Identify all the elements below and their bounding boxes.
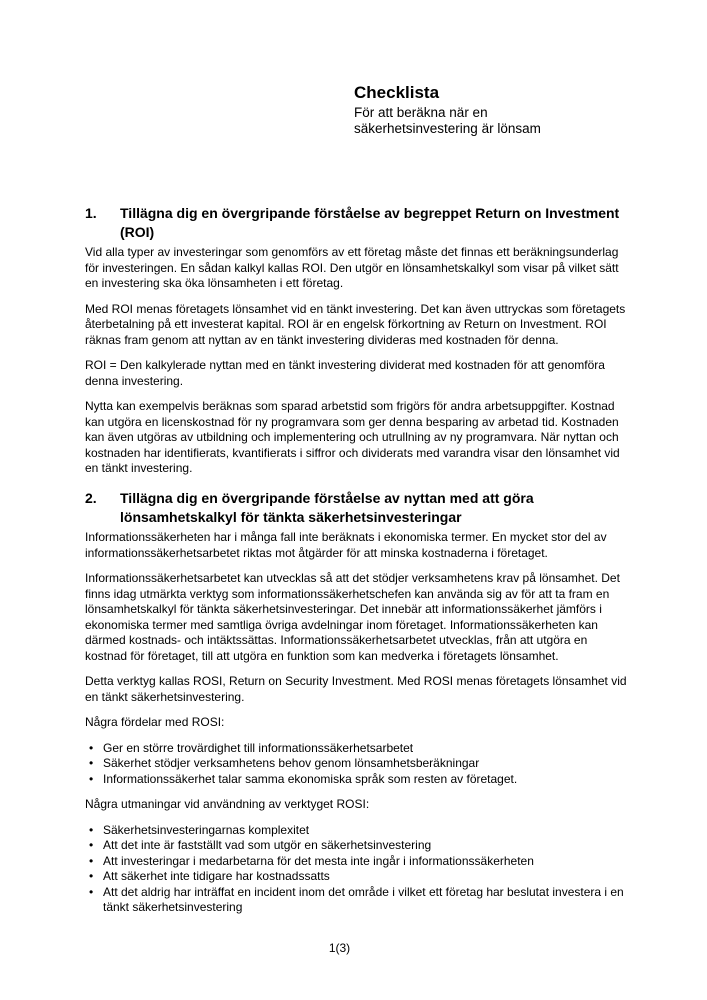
- document-header: [354, 83, 614, 136]
- document-subtitle-line-2: säkerhetsinvestering är lönsam: [354, 120, 541, 136]
- section-1-paragraph-2: Med ROI menas företagets lönsamhet vid en tänkt investering. Det kan även uttryckas som företagets återbetalning på ett investerat kapital. ROI är en engelsk förkortning av Return on Investment. ROI räknas fram genom att nyttan av en tänkt investering divideras med kostnaden för denna.: [85, 301, 626, 347]
- list-item: • Att det aldrig har inträffat en incident inom det område i vilket ett företag har beslutat investera i en tänkt säkerhetsinvestering: [85, 885, 628, 916]
- page-number: 1(3): [328, 941, 351, 955]
- section-1-heading: [85, 204, 628, 242]
- list-item: • Säkerhet stödjer verksamhetens behov genom lönsamhetsberäkningar: [85, 756, 628, 772]
- section-roi: [85, 204, 628, 487]
- list-item: • Informationssäkerhet talar samma ekonomiska språk som resten av företaget.: [85, 772, 628, 788]
- section-2-paragraph-3: Detta verktyg kallas ROSI, Return on Security Investment. Med ROSI menas företagets lönsamhet vid en tänkt säkerhetsinvestering.: [85, 674, 627, 704]
- section-2-heading-text: Tillägna dig en övergripande förståelse av nyttan med att göra lönsamhetskalkyl för tänkta säkerhetsinvesteringar: [120, 490, 534, 525]
- section-1-paragraph-3: ROI = Den kalkylerade nyttan med en tänkt investering dividerat med kostnaden för att genomföra denna investering.: [85, 358, 605, 388]
- challenges-list: [85, 823, 628, 916]
- section-rosi: [85, 489, 628, 926]
- document-title: Checklista: [354, 83, 440, 102]
- benefits-list: [85, 741, 628, 788]
- section-1-heading-text: Tillägna dig en övergripande förståelse av begreppet Return on Investment (ROI): [120, 205, 620, 240]
- section-1-paragraph-4: Nytta kan exempelvis beräknas som sparad arbetstid som frigörs för andra arbetsuppgifter. Kostnad kan utgöra en licenskostnad för ny programvara som ger denna besparing av arbetad tid. Kostnaden kan även utgöras av utbildning och implementering och utrullning av ny programvara. När nyttan och kostnaden har identifierats, kvantifierats i siffror och dividerats med varandra visar den lönsamhet vid en tänkt investering.: [85, 399, 620, 475]
- section-2-number: 2.: [85, 490, 97, 506]
- section-1-number: 1.: [85, 205, 97, 221]
- section-2-heading: [85, 489, 628, 527]
- document-subtitle-line-1: För att beräkna när en: [354, 105, 488, 120]
- section-2-paragraph-2: Informationssäkerhetsarbetet kan utvecklas så att det stödjer verksamhetens krav på lönsamhet. Det finns idag utmärkta verktyg som informationssäkerhetschefen kan använda sig av för att ta fram en lönsamhetskalkyl för tänkta säkerhetsinvesteringar. Det innebär att informationssäkerhet jämförs i ekonomiska termer med samtliga övriga avdelningar inom företaget. Informationssäkerheten kan därmed kostnads- och intäktssättas. Informationssäkerhetsarbetet utvecklas, från att utgöra en kostnad för företaget, till att utgöra en funktion som kan medverka i företagets lönsamhet.: [85, 571, 620, 663]
- section-1-paragraph-1: Vid alla typer av investeringar som genomförs av ett företag måste det finnas ett beräkningsunderlag för investeringen. En sådan kalkyl kallas ROI. Den utgör en lönsamhetskalkyl som visar på vilket sätt en investering ska öka lönsamheten i ett företag.: [85, 245, 619, 290]
- list-item: • Ger en större trovärdighet till informationssäkerhetsarbetet: [85, 741, 628, 757]
- section-2-paragraph-1: Informationssäkerheten har i många fall inte beräknats i ekonomiska termer. En mycket stor del av informationssäkerhetsarbetet riktas mot åtgärder för att minska kostnaderna i företaget.: [85, 530, 607, 560]
- challenges-list-label: Några utmaningar vid användning av verktyget ROSI:: [85, 797, 370, 811]
- list-item: • Att det inte är fastställt vad som utgör en säkerhetsinvestering: [85, 838, 628, 854]
- list-item: • Att säkerhet inte tidigare har kostnadssatts: [85, 869, 628, 885]
- list-item: • Att investeringar i medarbetarna för det mesta inte ingår i informationssäkerheten: [85, 854, 628, 870]
- list-item: • Säkerhetsinvesteringarnas komplexitet: [85, 823, 628, 839]
- benefits-list-label: Några fördelar med ROSI:: [85, 715, 225, 729]
